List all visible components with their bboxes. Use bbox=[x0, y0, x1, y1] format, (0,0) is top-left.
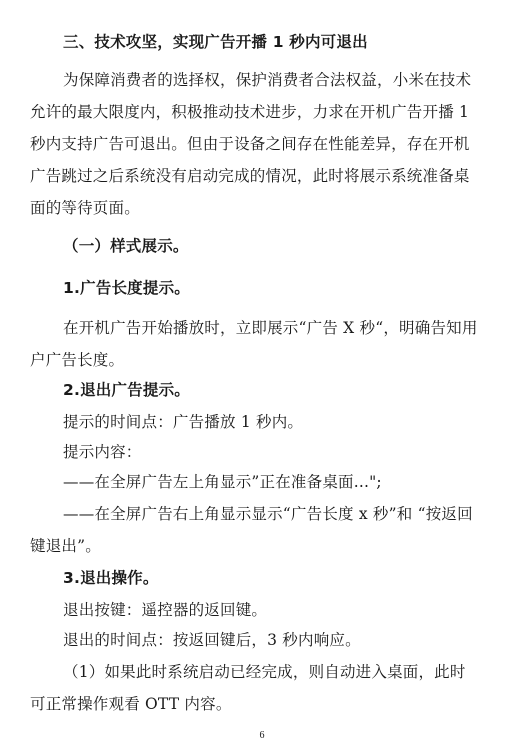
intro-line-2: 允许的最大限度内，积极推动技术进步，力求在开机广告开播 1 bbox=[30, 103, 470, 121]
item2-line-5: 键退出”。 bbox=[30, 537, 101, 555]
subsection-heading: （一）样式展示。 bbox=[63, 237, 189, 255]
section-heading: 三、技术攻坚，实现广告开播 1 秒内可退出 bbox=[63, 33, 368, 51]
item2-line-1: 提示的时间点：广告播放 1 秒内。 bbox=[63, 413, 304, 431]
item3-line-3: （1）如果此时系统启动已经完成，则自动进入桌面，此时 bbox=[63, 663, 466, 681]
item3-line-4: 可正常操作观看 OTT 内容。 bbox=[30, 695, 232, 713]
item2-line-3: ——在全屏广告左上角显示”正在准备桌面..."; bbox=[63, 473, 382, 491]
item2-line-2: 提示内容： bbox=[63, 443, 142, 461]
intro-line-4: 广告跳过之后系统没有启动完成的情况，此时将展示系统准备桌 bbox=[30, 167, 470, 185]
item3-heading: 3.退出操作。 bbox=[63, 569, 159, 587]
intro-line-5: 面的等待页面。 bbox=[30, 199, 140, 217]
page-number: 6 bbox=[259, 730, 265, 741]
item2-heading: 2.退出广告提示。 bbox=[63, 381, 190, 399]
intro-line-3: 秒内支持广告可退出。但由于设备之间存在性能差异，存在开机 bbox=[30, 135, 470, 153]
intro-line-1: 为保障消费者的选择权，保护消费者合法权益，小米在技术 bbox=[63, 71, 472, 89]
item1-heading: 1.广告长度提示。 bbox=[63, 279, 190, 297]
item3-line-2: 退出的时间点：按返回键后，3 秒内响应。 bbox=[63, 631, 361, 649]
item3-line-1: 退出按键：遥控器的返回键。 bbox=[63, 601, 268, 619]
item1-line-1: 在开机广告开始播放时，立即展示“广告 X 秒“，明确告知用 bbox=[63, 319, 478, 337]
item2-line-4: ——在全屏广告右上角显示显示“广告长度 x 秒”和 “按返回 bbox=[63, 505, 473, 523]
item1-line-2: 户广告长度。 bbox=[30, 351, 125, 369]
